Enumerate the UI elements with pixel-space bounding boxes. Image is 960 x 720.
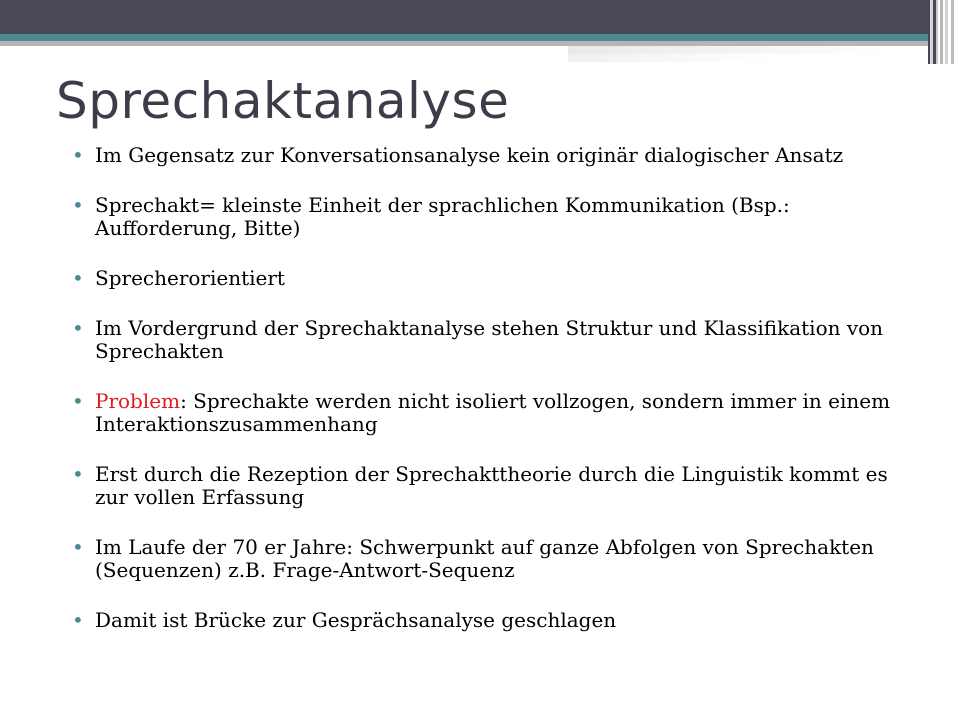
- bullet-text: Erst durch die Rezeption der Sprechakttheorie durch die Linguistik kommt es zur vollen Erfassung: [95, 462, 888, 509]
- header-band: [0, 0, 960, 34]
- problem-highlight: Problem: [95, 389, 181, 413]
- bullet-icon: •: [72, 389, 84, 413]
- bullet-icon: •: [72, 462, 84, 486]
- bullet-icon: •: [72, 193, 84, 217]
- bullet-text: Sprecherorientiert: [95, 266, 285, 290]
- bullet-icon: •: [72, 316, 84, 340]
- bullet-item: [72, 267, 902, 290]
- bullet-item: [72, 390, 902, 436]
- bullet-icon: •: [72, 143, 84, 167]
- bullet-text: Im Gegensatz zur Konversationsanalyse kein originär dialogischer Ansatz: [95, 143, 844, 167]
- bullet-text: Im Vordergrund der Sprechaktanalyse stehen Struktur und Klassifikation von Sprechakten: [95, 316, 884, 363]
- bullet-item: [72, 463, 902, 509]
- header-accent-stripe: [0, 34, 928, 41]
- bullet-icon: •: [72, 266, 84, 290]
- bullet-item: [72, 144, 902, 167]
- header-gradient-stripe: [568, 46, 890, 54]
- bullet-text: Im Laufe der 70 er Jahre: Schwerpunkt auf ganze Abfolgen von Sprechakten (Sequenzen) z.B. Frage-Antwort-Sequenz: [95, 535, 874, 582]
- bullet-text: Damit ist Brücke zur Gesprächsanalyse geschlagen: [95, 608, 617, 632]
- bullet-list: [72, 144, 902, 632]
- slide-title: Sprechaktanalyse: [56, 72, 510, 130]
- header-gradient-stripe-short: [568, 54, 773, 62]
- bullet-icon: •: [72, 608, 84, 632]
- bullet-icon: •: [72, 535, 84, 559]
- bullet-item: [72, 317, 902, 363]
- bullet-item: [72, 536, 902, 582]
- bullet-item: [72, 609, 902, 632]
- corner-stripes-decoration: [928, 0, 960, 64]
- bullet-item: [72, 194, 902, 240]
- bullet-text: Sprechakt= kleinste Einheit der sprachlichen Kommunikation (Bsp.: Aufforderung, Bitte): [95, 193, 790, 240]
- bullet-text: : Sprechakte werden nicht isoliert vollzogen, sondern immer in einem Interaktionszusammenhang: [95, 389, 891, 436]
